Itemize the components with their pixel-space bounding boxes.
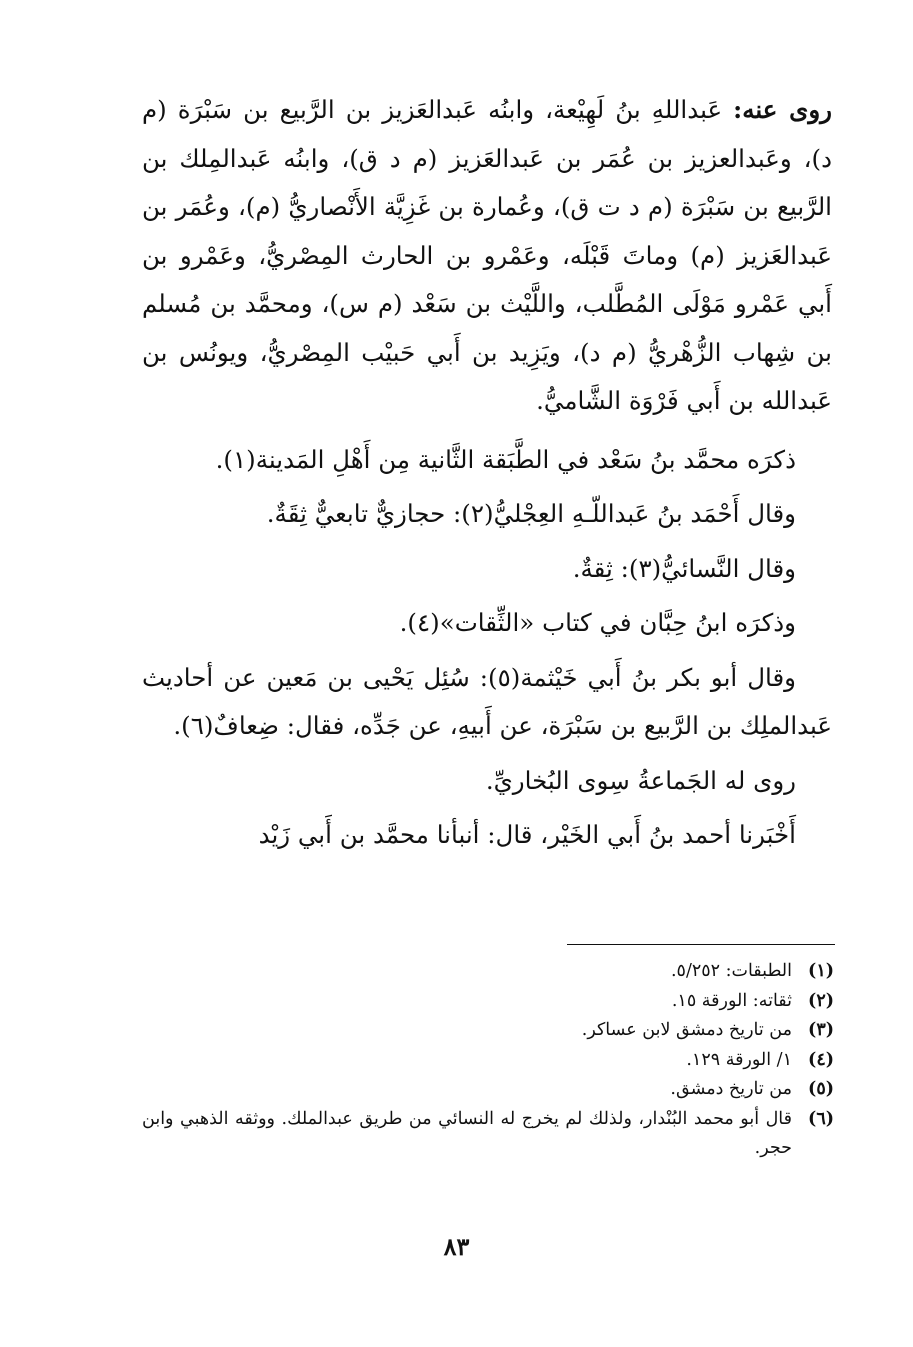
footnote-text: ثقاته: الورقة ١٥. xyxy=(671,990,792,1011)
paragraph-isnad: أَخْبَرنا أحمد بنُ أَبي الخَيْر، قال: أنبأنا محمَّد بن أَبي زَيْد xyxy=(258,820,796,849)
footnote-number: (٥) xyxy=(808,1079,834,1099)
paragraph-ibn-abi-khaythama: وقال أبو بكر بنُ أَبي خَيْثمة(٥): سُئِل يَحْيى بن مَعين عن أحاديث عَبدالملِك بن الرَّبيع بن سَبْرَة، عن أَبيهِ، عن جَدِّه، فقال: ضِعافٌ(٦). xyxy=(142,662,832,740)
footnote xyxy=(142,1075,834,1105)
paragraph-text: عَبداللهِ بنُ لَهِيْعة، وابنُه عَبدالعَزيز بن الرَّبيع بن سَبْرَة (م د)، وعَبدالعزيز بن عُمَر بن عَبدالعَزيز (م د ق)، وابنُه عَبدالمِلك بن الرَّبيع بن سَبْرَة (م د ت ق)، وعُمارة بن غَزِيَّة الأَنْصاريُّ (م)، وعُمَر بن عَبدالعَزيز (م) وماتَ قَبْلَه، وعَمْرو بن الحارث المِصْريُّ، وعَمْرو بن أَبي عَمْرو مَوْلَى المُطَّلب، واللَّيْث بن سَعْد (م س)، ومحمَّد بن مُسلم بن شِهاب الزُّهْريُّ (م د)، ويَزِيد بن أَبي حَبيْب المِصْريُّ، ويونُس بن عَبدالله بن أَبي فَرْوَة الشَّاميُّ. xyxy=(142,95,832,415)
paragraph-ibn-hibban: وذكرَه ابنُ حِبَّان في كتاب «الثِّقات»(٤). xyxy=(399,608,796,637)
paragraph-ibn-sad: ذكرَه محمَّد بنُ سَعْد في الطَّبَقة الثَّانية مِن أَهْلِ المَدينة(١). xyxy=(215,444,796,474)
footnote xyxy=(142,987,834,1017)
footnote-text: ١/ الورقة ١٢٩. xyxy=(686,1049,792,1070)
footnote-text: من تاريخ دمشق لابن عساكر. xyxy=(581,1020,792,1040)
footnote xyxy=(142,957,834,987)
paragraph-ijli: وقال أَحْمَد بنُ عَبداللّـهِ العِجْليُّ(٢): حجازيٌّ تابعيٌّ ثِقَةٌ. xyxy=(266,499,796,528)
paragraph-label: روى عنه: xyxy=(733,95,832,124)
footnote-text: الطبقات: ٥/٢٥٢. xyxy=(670,961,792,981)
footnotes xyxy=(142,957,834,1164)
footnote-number: (٢) xyxy=(808,990,834,1011)
footnote-number: (٦) xyxy=(808,1108,834,1129)
footnote-number: (٣) xyxy=(808,1020,834,1040)
footnote-divider xyxy=(567,944,835,945)
page-number: ٨٣ xyxy=(443,1232,470,1261)
paragraph-nasai: وقال النَّسائيُّ(٣): ثِقةٌ. xyxy=(572,553,796,583)
footnote xyxy=(142,1105,834,1164)
footnote xyxy=(142,1016,834,1046)
footnote-number: (١) xyxy=(808,961,834,981)
footnote-text: قال أبو محمد البُنْدار، ولذلك لم يخرج له النسائي من طريق عبدالملك. ووثقه الذهبي وابن حجر. xyxy=(142,1108,792,1158)
footnote-text: من تاريخ دمشق. xyxy=(670,1079,792,1099)
paragraph-narrators xyxy=(142,86,832,426)
paragraph-jamaa: روى له الجَماعةُ سِوى البُخاريِّ. xyxy=(485,765,796,795)
footnote-number: (٤) xyxy=(808,1049,834,1070)
footnote xyxy=(142,1046,834,1076)
main-text xyxy=(142,86,832,866)
